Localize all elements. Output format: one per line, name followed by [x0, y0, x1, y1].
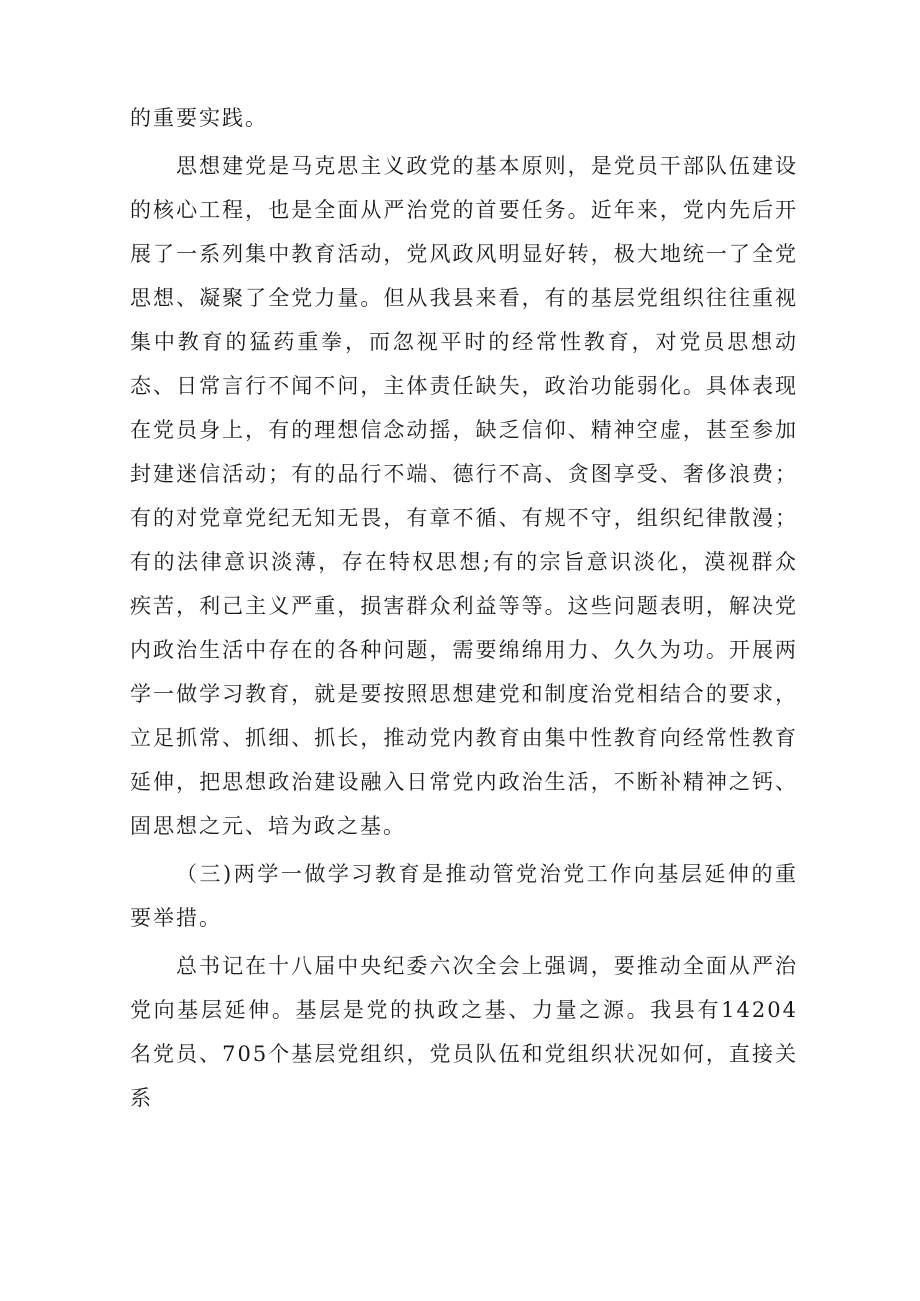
paragraph-ideological-party-building: 思想建党是马克思主义政党的基本原则，是党员干部队伍建设的核心工程，也是全面从严治党的首要任务。近年来，党内先后开展了一系列集中教育活动，党风政风明显好转，极大地统一了全党思想、凝聚了全党力量。但从我县来看，有的基层党组织往往重视集中教育的猛药重拳，而忽视平时的经常性教育，对党员思想动态、日常言行不闻不问，主体责任缺失，政治功能弱化。具体表现在党员身上，有的理想信念动摇，缺乏信仰、精神空虚，甚至参加封建迷信活动；有的品行不端、德行不高、贪图享受、奢侈浪费；有的对党章党纪无知无畏，有章不循、有规不守，组织纪律散漫；有的法律意识淡薄，存在特权思想;有的宗旨意识淡化，漠视群众疾苦，利己主义严重，损害群众利益等等。这些问题表明，解决党内政治生活中存在的各种问题，需要绵绵用力、久久为功。开展两学一做学习教育，就是要按照思想建党和制度治党相结合的要求，立足抓常、抓细、抓长，推动党内教育由集中性教育向经常性教育延伸，把思想政治建设融入日常党内政治生活，不断补精神之钙、固思想之元、培为政之基。 — [130, 154, 798, 838]
paragraph-closing-fragment: 的重要实践。 — [130, 106, 268, 130]
document-page — [130, 96, 798, 1120]
paragraph-grassroots-extension: 总书记在十八届中央纪委六次全会上强调，要推动全面从严治党向基层延伸。基层是党的执政之基、力量之源。我县有14204名党员、705个基层党组织，党员队伍和党组织状况如何，直接关系 — [130, 954, 798, 1110]
section-heading-three: （三)两学一做学习教育是推动管党治党工作向基层延伸的重要举措。 — [130, 862, 798, 930]
